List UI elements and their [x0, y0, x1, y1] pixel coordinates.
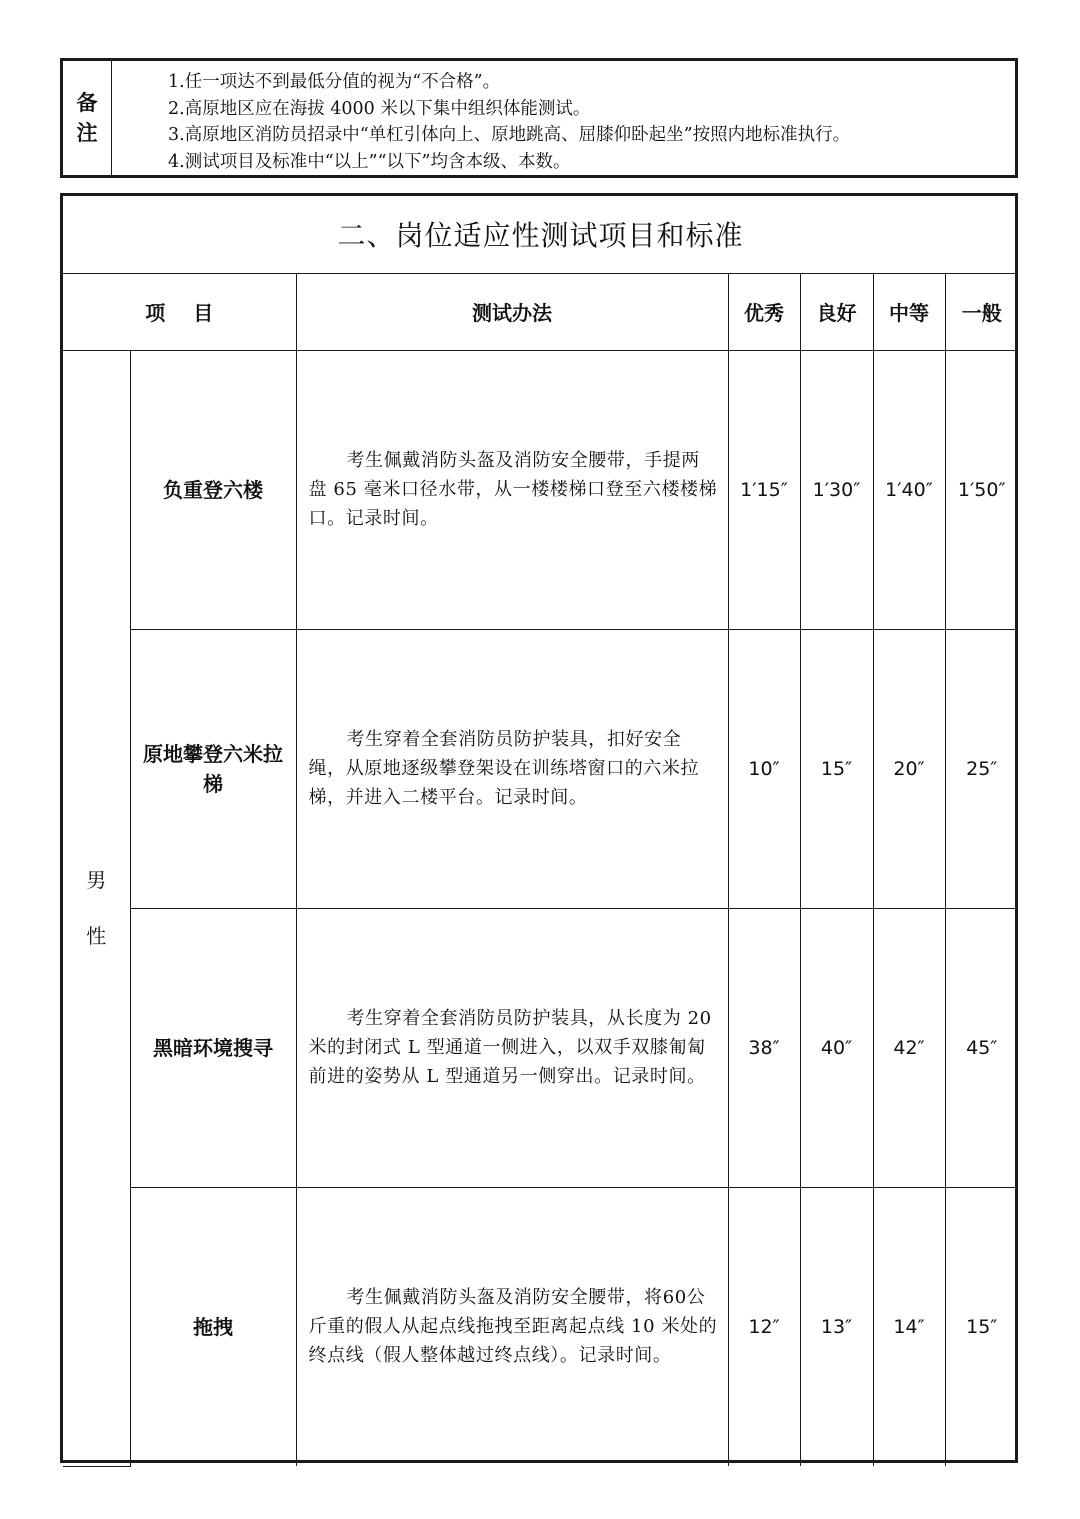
score-medium: 20″ — [873, 629, 945, 908]
notes-label-char-1: 备 — [76, 91, 98, 115]
score-general: 15″ — [945, 1187, 1018, 1466]
score-general: 45″ — [945, 908, 1018, 1187]
score-good: 1′30″ — [800, 350, 873, 629]
header-item — [63, 273, 296, 350]
note-item-4: 4.测试项目及标准中“以上”“以下”均含本级、本数。 — [168, 151, 571, 172]
note-item-1: 1.任一项达不到最低分值的视为“不合格”。 — [168, 72, 501, 92]
score-good: 15″ — [800, 629, 873, 908]
header-row — [63, 273, 1018, 350]
method-text-content: 考生佩戴消防头盔及消防安全腰带，手提两盘 65 毫米口径水带，从一楼楼梯口登至六楼楼梯口。记录时间。 — [308, 450, 718, 529]
header-method: 测试办法 — [296, 273, 728, 350]
header-general: 一般 — [945, 273, 1018, 350]
gender-cell — [63, 350, 130, 1466]
note-item-2: 2.高原地区应在海拔 4000 米以下集中组织体能测试。 — [168, 98, 591, 119]
score-medium: 1′40″ — [873, 350, 945, 629]
gender-char-1: 男 — [86, 868, 107, 892]
score-good: 40″ — [800, 908, 873, 1187]
method-text — [296, 350, 728, 629]
score-general: 25″ — [945, 629, 1018, 908]
score-excellent: 10″ — [728, 629, 800, 908]
method-text — [296, 1187, 728, 1466]
header-item-char-1: 项 — [145, 301, 166, 325]
notes-box — [60, 58, 1018, 178]
notes-list — [112, 61, 1015, 175]
standards-table — [60, 193, 1018, 1463]
table-row — [63, 350, 1018, 629]
header-item-char-2: 目 — [193, 301, 214, 325]
score-general: 1′50″ — [945, 350, 1018, 629]
method-text-content: 考生穿着全套消防员防护装具，从长度为 20 米的封闭式 L 型通道一侧进入，以双手双膝匍匐前进的姿势从 L 型通道另一侧穿出。记录时间。 — [308, 1008, 712, 1087]
score-medium: 14″ — [873, 1187, 945, 1466]
method-text — [296, 908, 728, 1187]
item-name: 负重登六楼 — [130, 350, 296, 629]
note-item-3: 3.高原地区消防员招录中“单杠引体向上、原地跳高、屈膝仰卧起坐”按照内地标准执行。 — [168, 125, 851, 145]
table-row — [63, 908, 1018, 1187]
item-name: 黑暗环境搜寻 — [130, 908, 296, 1187]
notes-label-char-2: 注 — [76, 121, 98, 145]
score-excellent: 12″ — [728, 1187, 800, 1466]
notes-label — [63, 61, 112, 175]
header-good: 良好 — [800, 273, 873, 350]
gender-char-2: 性 — [86, 924, 107, 948]
score-medium: 42″ — [873, 908, 945, 1187]
header-medium: 中等 — [873, 273, 945, 350]
score-excellent: 38″ — [728, 908, 800, 1187]
table-row — [63, 629, 1018, 908]
method-text-content: 考生穿着全套消防员防护装具，扣好安全绳，从原地逐级攀登架设在训练塔窗口的六米拉梯，并进入二楼平台。记录时间。 — [308, 729, 700, 808]
method-text — [296, 629, 728, 908]
table-title: 二、岗位适应性测试项目和标准 — [63, 196, 1018, 273]
item-name: 原地攀登六米拉梯 — [130, 629, 296, 908]
score-excellent: 1′15″ — [728, 350, 800, 629]
item-name: 拖拽 — [130, 1187, 296, 1466]
score-good: 13″ — [800, 1187, 873, 1466]
header-excellent: 优秀 — [728, 273, 800, 350]
method-text-content: 考生佩戴消防头盔及消防安全腰带，将60公斤重的假人从起点线拖拽至距离起点线 10 米处的终点线（假人整体越过终点线）。记录时间。 — [308, 1287, 718, 1367]
table-row — [63, 1187, 1018, 1466]
